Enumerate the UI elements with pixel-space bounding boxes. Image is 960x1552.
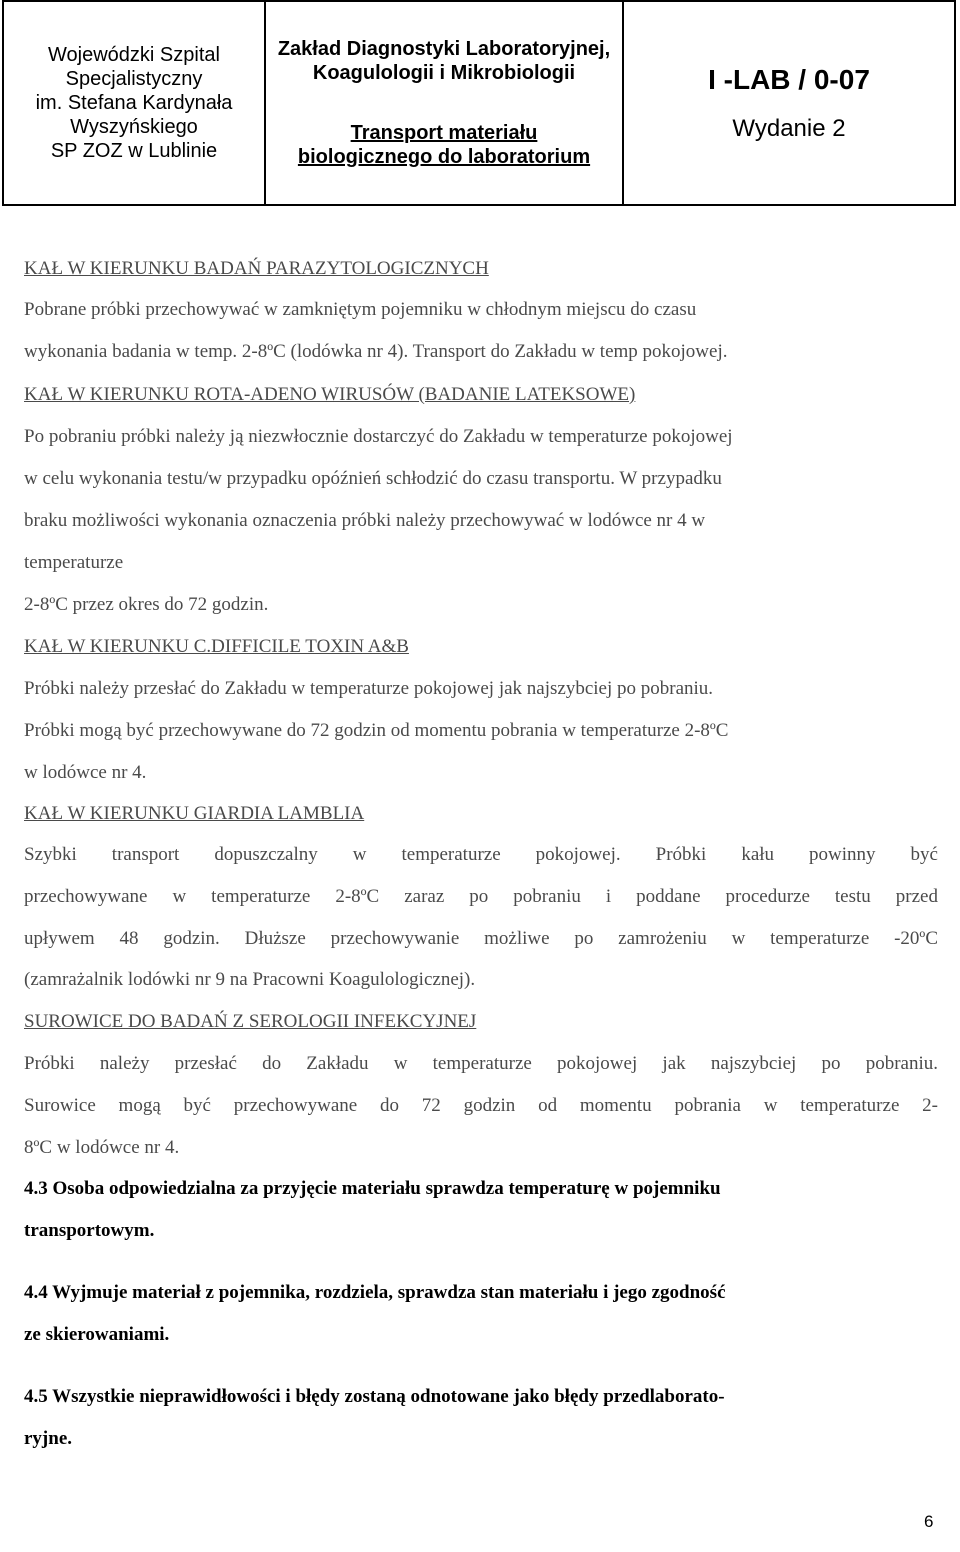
body-line: w lodówce nr 4.	[24, 762, 147, 783]
procedure-step: 4.5 Wszystkie nieprawidłowości i błędy zostaną odnotowane jako błędy przedlaborato-	[24, 1386, 725, 1407]
body-line: temperaturze	[24, 552, 124, 573]
body-line: wykonania badania w temp. 2-8ºC (lodówka nr 4). Transport do Zakładu w temp pokojowej.	[24, 341, 728, 362]
body-line: przechowywane w temperaturze 2-8ºC zaraz po pobraniu i poddane procedurze testu przed	[24, 886, 938, 907]
body-line: braku możliwości wykonania oznaczenia próbki należy przechowywać w lodówce nr 4 w	[24, 510, 706, 531]
body-line: Próbki należy przesłać do Zakładu w temperaturze pokojowej jak najszybciej po pobraniu.	[24, 1053, 938, 1074]
body-line: 8ºC w lodówce nr 4.	[24, 1137, 180, 1158]
body-line: Próbki należy przesłać do Zakładu w temperaturze pokojowej jak najszybciej po pobraniu.	[24, 678, 714, 699]
hospital-name-line: SP ZOZ w Lublinie	[50, 140, 218, 162]
section-heading: SUROWICE DO BADAŃ Z SEROLOGII INFEKCYJNEJ	[24, 1011, 477, 1032]
hospital-name-line: Wojewódzki Szpital	[48, 44, 220, 66]
body-line: Próbki mogą być przechowywane do 72 godzin od momentu pobrania w temperaturze 2-8ºC	[24, 720, 729, 741]
code-cell	[624, 2, 954, 204]
document-code: I -LAB / 0-07	[708, 64, 870, 95]
section-heading: KAŁ W KIERUNKU ROTA-ADENO WIRUSÓW (BADANIE LATEKSOWE)	[24, 384, 636, 405]
body-line: Po pobraniu próbki należy ją niezwłocznie dostarczyć do Zakładu w temperaturze pokojowej	[24, 426, 733, 447]
body-line: w celu wykonania testu/w przypadku opóźnień schłodzić do czasu transportu. W przypadku	[24, 468, 722, 489]
hospital-name-line: Wyszyńskiego	[70, 116, 198, 138]
procedure-step: ryjne.	[24, 1428, 73, 1449]
body-line: Surowice mogą być przechowywane do 72 godzin od momentu pobrania w temperaturze 2-	[24, 1095, 938, 1116]
procedure-step: 4.4 Wyjmuje materiał z pojemnika, rozdziela, sprawdza stan materiału i jego zgodność	[24, 1282, 726, 1303]
document-title-line: biologicznego do laboratorium	[297, 146, 591, 168]
body-line: Szybki transport dopuszczalny w temperaturze pokojowej. Próbki kału powinny być	[24, 844, 938, 865]
section-heading: KAŁ W KIERUNKU C.DIFFICILE TOXIN A&B	[24, 636, 409, 657]
document-edition: Wydanie 2	[732, 115, 846, 142]
body-line: Pobrane próbki przechowywać w zamkniętym pojemniku w chłodnym miejscu do czasu	[24, 299, 697, 320]
body-line: (zamrażalnik lodówki nr 9 na Pracowni Koagulologicznej).	[24, 969, 476, 990]
section-heading: KAŁ W KIERUNKU GIARDIA LAMBLIA	[24, 803, 365, 824]
procedure-step: 4.3 Osoba odpowiedzialna za przyjęcie materiału sprawdza temperaturę w pojemniku	[24, 1178, 721, 1199]
body-line: 2-8ºC przez okres do 72 godzin.	[24, 594, 269, 615]
department-name-line: Koagulologii i Mikrobiologii	[312, 62, 576, 84]
hospital-name-line: Specjalistyczny	[65, 68, 203, 90]
procedure-step: transportowym.	[24, 1220, 155, 1241]
hospital-name-line: im. Stefana Kardynała	[35, 92, 233, 114]
page-number: 6	[924, 1512, 934, 1531]
section-heading: KAŁ W KIERUNKU BADAŃ PARAZYTOLOGICZNYCH	[24, 258, 489, 279]
procedure-step: ze skierowaniami.	[24, 1324, 170, 1345]
document-title-line: Transport materiału	[350, 122, 538, 144]
document-header	[2, 0, 956, 206]
body-line: upływem 48 godzin. Dłuższe przechowywanie możliwe po zamrożeniu w temperaturze -20ºC	[24, 928, 938, 949]
hospital-cell	[4, 2, 266, 204]
department-cell	[266, 2, 624, 204]
department-name-line: Zakład Diagnostyki Laboratoryjnej,	[277, 38, 611, 60]
